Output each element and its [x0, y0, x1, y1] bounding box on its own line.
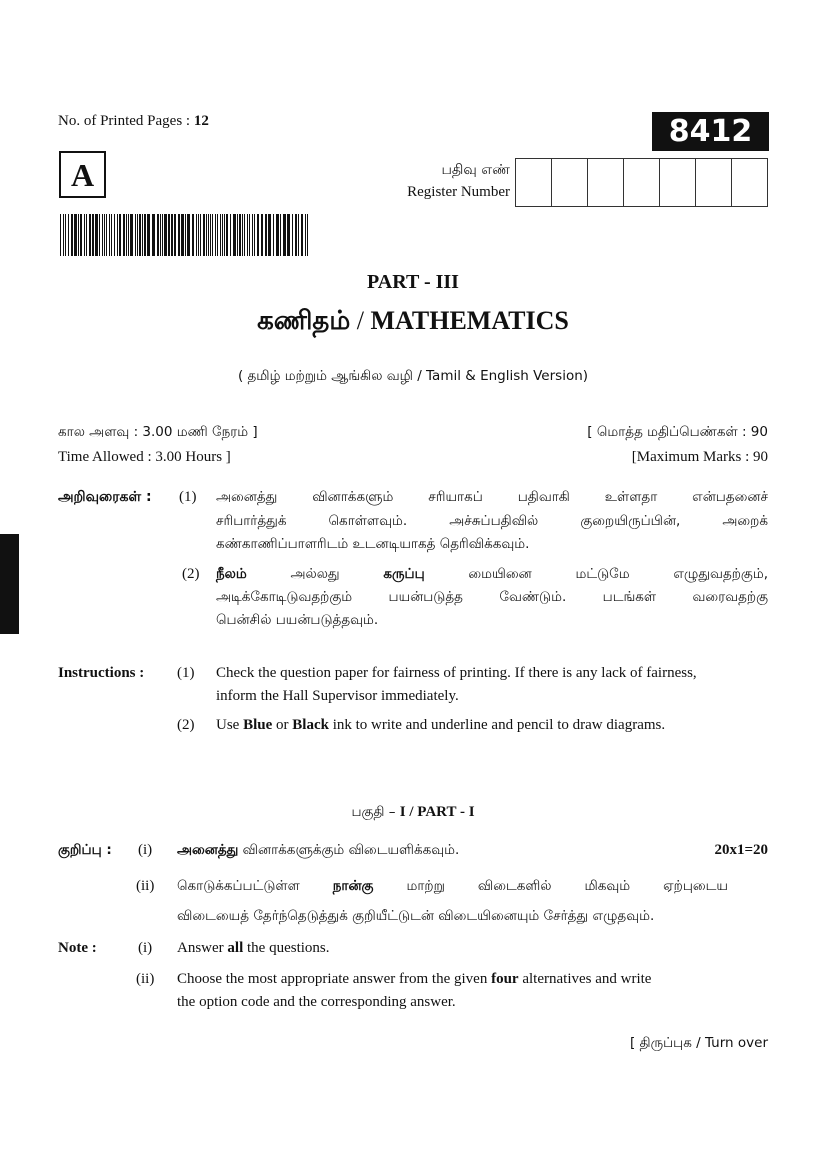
instruction-ta-2-number: (2)	[182, 566, 200, 582]
instruction-ta-1-line2: சரிபார்த்துக் கொள்ளவும். அச்சுப்பதிவில் குறையிருப்பின், அறைக்	[216, 513, 768, 529]
alternatives-text: alternatives and write	[518, 971, 652, 987]
turn-over-text: [ திருப்புக / Turn over	[629, 1035, 768, 1051]
part1-heading-tamil: பகுதி –	[351, 804, 400, 820]
side-edge-mark	[0, 534, 19, 634]
register-digit-box[interactable]	[624, 158, 660, 207]
all-word-ta: அனைத்து	[177, 842, 239, 858]
note-ta-1-rest: வினாக்களுக்கும் விடையளிக்கவும்.	[238, 842, 460, 858]
printed-pages-count	[58, 113, 209, 130]
version-text: ( தமிழ் மற்றும் ஆங்கில வழி / Tamil & English Version)	[237, 368, 589, 384]
note-ta-2-number: (ii)	[136, 878, 155, 894]
instruction-ta-1-line1: அனைத்து வினாக்களும் சரியாகப் பதிவாகி உள்ளதா என்பதனைச்	[216, 489, 768, 505]
choose-text: Choose the most appropriate answer from the given	[177, 971, 492, 987]
note-ta-2-line2: விடையைத் தேர்ந்தெடுத்துக் குறியீட்டுடன் விடையினையும் சேர்த்து எழுதவும்.	[177, 908, 655, 924]
part1-heading-english: I / PART - I	[399, 804, 475, 820]
note-english-label: Note :	[58, 940, 97, 956]
note-en-2-number: (ii)	[136, 971, 155, 987]
register-number-boxes	[515, 158, 768, 207]
register-label-english: Register Number	[407, 184, 510, 200]
instruction-ta-2-line3: பென்சில் பயன்படுத்தவும்.	[216, 612, 379, 628]
printed-pages-label: No. of Printed Pages :	[58, 113, 194, 129]
paper-code-box: 8412	[652, 112, 769, 151]
or-text: or	[272, 717, 293, 733]
register-digit-box[interactable]	[516, 158, 552, 207]
register-digit-box[interactable]	[552, 158, 588, 207]
instructions-english-label: Instructions :	[58, 665, 145, 681]
note-ta-2-pre: கொடுக்கப்பட்டுள்ள	[177, 878, 300, 894]
turn-over-note	[630, 1035, 768, 1053]
note-ta-1-number: (i)	[138, 842, 153, 858]
note-en-1-number: (i)	[138, 940, 153, 956]
use-text: Use	[216, 717, 244, 733]
all-word: all	[227, 940, 244, 956]
register-digit-box[interactable]	[732, 158, 768, 207]
black-word: Black	[292, 717, 329, 733]
subject-tamil: கணிதம்	[257, 306, 351, 336]
barcode-image	[60, 214, 310, 256]
register-digit-box[interactable]	[588, 158, 624, 207]
instructions-tamil-label: அறிவுரைகள் :	[58, 489, 152, 505]
part1-heading	[0, 804, 826, 822]
instruction-en-1-line1: Check the question paper for fairness of printing. If there is any lack of fairness,	[216, 665, 697, 681]
time-allowed-english: Time Allowed : 3.00 Hours ]	[58, 449, 231, 465]
note-tamil-label: குறிப்பு :	[58, 842, 112, 858]
time-allowed-tamil	[58, 424, 258, 442]
marks-ta-text: [ மொத்த மதிப்பெண்கள் : 90	[587, 424, 768, 440]
instruction-ta-2-line1	[216, 566, 768, 584]
medium-version	[0, 368, 826, 386]
subject-english: MATHEMATICS	[370, 306, 569, 335]
instruction-en-2-number: (2)	[177, 717, 195, 733]
blue-word: Blue	[243, 717, 273, 733]
max-marks-english: [Maximum Marks : 90	[631, 449, 768, 465]
note-en-2-line1	[177, 971, 728, 988]
subject-separator: /	[350, 306, 371, 335]
instruction-en-1-line2: inform the Hall Supervisor immediately.	[216, 688, 459, 704]
questions-text: the questions.	[243, 940, 330, 956]
four-word: four	[491, 971, 519, 987]
register-digit-box[interactable]	[696, 158, 732, 207]
blue-word-ta: நீலம்	[216, 566, 247, 582]
printed-pages-value: 12	[193, 113, 209, 129]
time-ta-text: கால அளவு : 3.00 மணி நேரம் ]	[58, 424, 258, 440]
note-ta-1-text	[177, 842, 459, 860]
instruction-ta-2-line2: அடிக்கோடிடுவதற்கும் பயன்படுத்த வேண்டும். படங்கள் வரைவதற்கு	[216, 589, 768, 605]
max-marks-tamil	[587, 424, 768, 442]
instruction-en-2-rest: ink to write and underline and pencil to draw diagrams.	[328, 717, 666, 733]
instruction-ta-2-rest: மையினை மட்டுமே எழுதுவதற்கும்,	[468, 566, 769, 582]
note-en-1-text	[177, 940, 330, 957]
note-ta-2-rest: மாற்று விடைகளில் மிகவும் ஏற்புடைய	[406, 878, 728, 894]
instruction-ta-1-number: (1)	[179, 489, 197, 505]
marks-scheme: 20x1=20	[714, 842, 768, 858]
instruction-en-1-number: (1)	[177, 665, 195, 681]
register-digit-box[interactable]	[660, 158, 696, 207]
or-word-ta: அல்லது	[290, 566, 340, 582]
instruction-en-2-line1	[216, 717, 665, 734]
set-letter-box: A	[59, 151, 106, 198]
register-label-tamil: பதிவு எண்	[441, 162, 510, 178]
four-word-ta: நான்கு	[332, 878, 374, 894]
subject-title	[0, 306, 826, 339]
part-title: PART - III	[367, 271, 459, 293]
note-ta-2-line1	[177, 878, 728, 896]
note-en-2-line2: the option code and the corresponding answer.	[177, 994, 456, 1010]
instruction-ta-1-line3: கண்காணிப்பாளரிடம் உடனடியாகத் தெரிவிக்கவும்.	[216, 536, 530, 552]
answer-text: Answer	[177, 940, 228, 956]
black-word-ta: கருப்பு	[383, 566, 425, 582]
